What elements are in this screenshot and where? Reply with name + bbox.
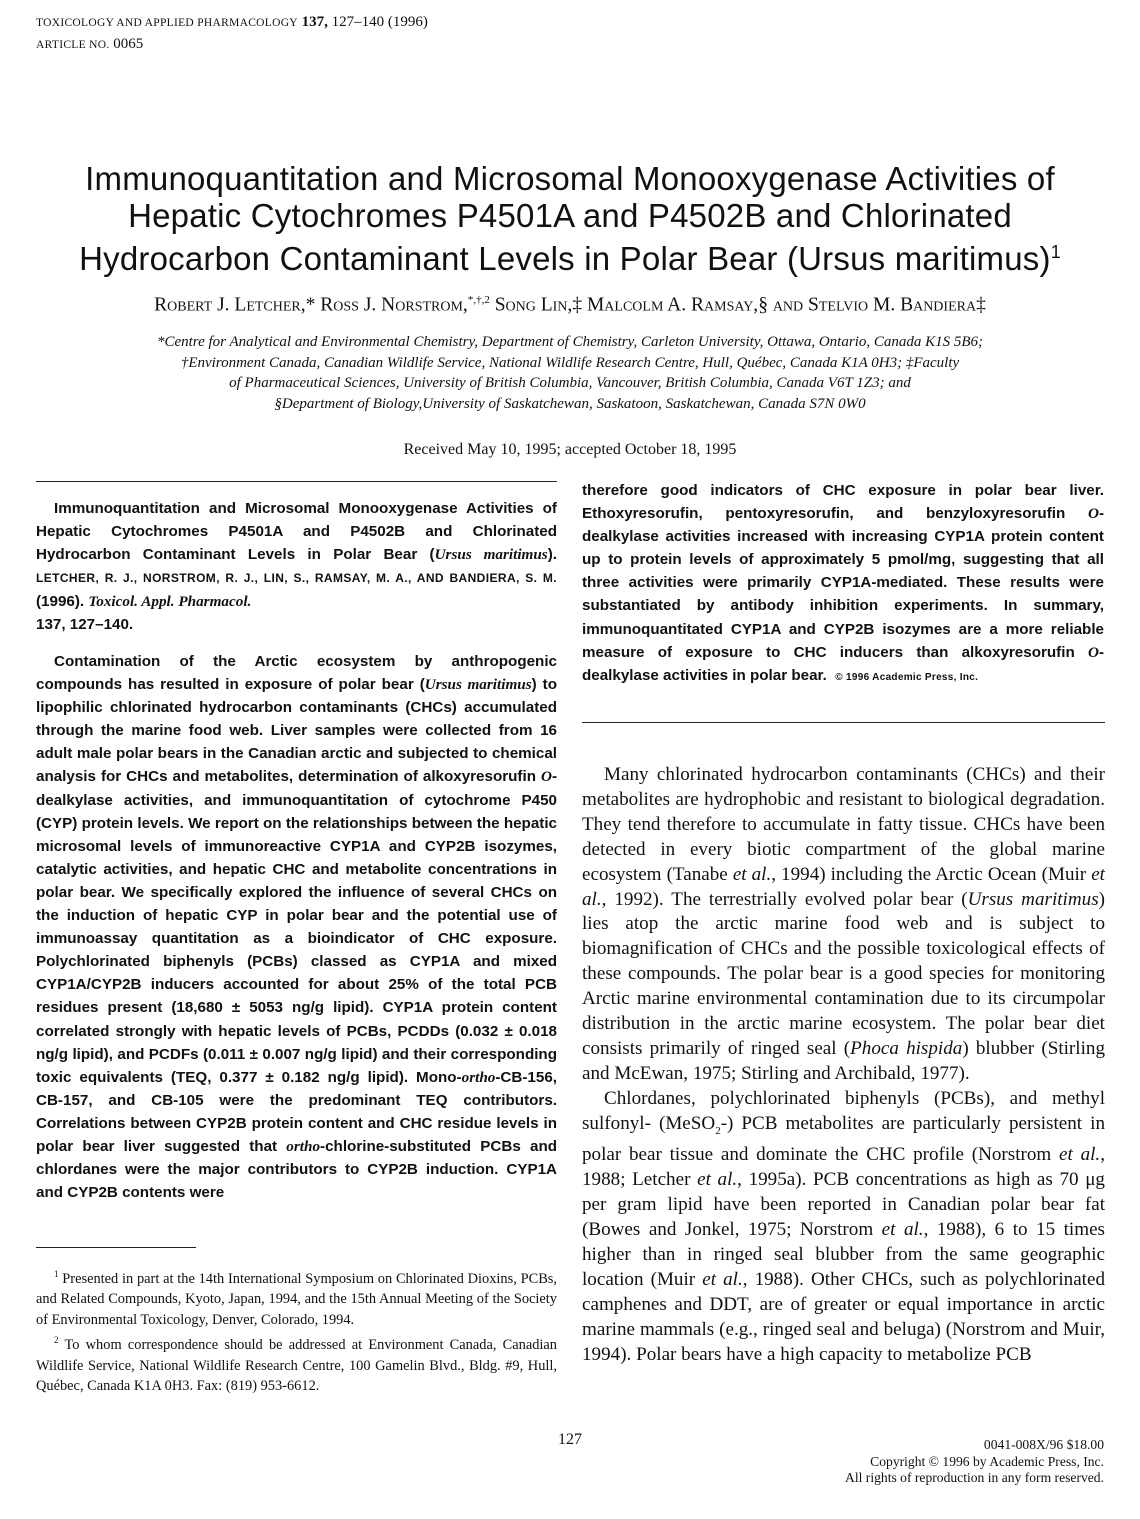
author-mark: *,†,2 xyxy=(467,294,490,306)
citation-authors: LETCHER, R. J., NORSTROM, R. J., LIN, S., RAMSAY, M. A., AND BANDIERA, S. M. xyxy=(36,571,557,586)
abstract-italic-o: O xyxy=(1087,643,1099,661)
affiliation-line: §Department of Biology,University of Saskatchewan, Saskatoon, Saskatchewan, Canada S7N 0W0 xyxy=(274,395,866,412)
author-name: Robert J. Letcher, xyxy=(154,294,306,316)
body-etal: et al. xyxy=(1059,1144,1101,1166)
footnote-text: To whom correspondence should be addressed at Environment Canada, Canadian Wildlife Service, National Wildlife Research Centre, 100 Gamelin Blvd., Bldg. #9, Hull, Québec, Canada K1A 0H3. Fax: (819) 953-6612. xyxy=(36,1337,557,1395)
affiliation-line: of Pharmaceutical Sciences, University of British Columbia, Vancouver, British Columbia, Canada V6T 1Z3; and xyxy=(229,375,911,391)
body-text-run: , 1995a). PCB concentrations as high as 70 μg per gram lipid have been reported in Canadian polar bear fat (Bowes and Jonkel, 1975; Norstrom xyxy=(582,1169,1105,1241)
body-text-run: , 1988), 6 to 15 times higher than in ringed seal blubber from the same geographic location (Muir xyxy=(582,1219,1105,1290)
abstract-text: -dealkylase activities, and immunoquantitation of cytochrome P450 (CYP) protein levels. We report on the relationships between the hepatic microsomal levels of immunoreactive CYP1A and CYP2B isozymes, catalytic activities, and hepatic CHC and metabolite concentrations in polar bear. We specifically explored the influence of several CHCs on the induction of hepatic CYP in polar bear and the potential use of immunoassay quantitation as a bioindicator of CHC exposure. Polychlorinated biphenyls (PCBs) classed as CYP1A and mixed CYP1A/CYP2B inducers accounted for about 25% of the total PCB residues present (18,680 ± 5053 ng/g lipid). CYP1A protein content correlated strongly with hepatic levels of PCBs, PCDDs (0.032 ± 0.018 ng/g lipid), and PCDFs (0.011 ± 0.007 ng/g lipid) and their corresponding toxic equivalents (TEQ, 0.377 ± 0.182 ng/g lipid). Mono- xyxy=(36,768,557,1086)
body-text xyxy=(582,763,1105,1368)
abstract-body-left xyxy=(36,650,557,1204)
body-text-run: ) blubber (Stirling and McEwan, 1975; Stirling and Archibald, 1977). xyxy=(582,1037,1105,1084)
journal-pages-year: 127–140 (1996) xyxy=(327,14,428,30)
footnote-mark: 1 xyxy=(54,1269,59,1279)
body-subscript: 2 xyxy=(715,1124,721,1137)
abstract-copyright: © 1996 Academic Press, Inc. xyxy=(835,671,979,683)
body-text-run: , 1988; Letcher xyxy=(582,1144,1105,1191)
author-name: Song Lin, xyxy=(494,294,573,316)
author-mark: ‡ xyxy=(976,294,986,316)
body-paragraph xyxy=(582,763,1105,1087)
body-paragraph xyxy=(582,1087,1105,1368)
citation-species: Ursus maritimus xyxy=(434,546,548,564)
author-name: Ross J. Norstrom, xyxy=(320,294,468,316)
abstract-bottom-rule xyxy=(582,722,1105,723)
abstract-text: therefore good indicators of CHC exposure in polar bear liver. Ethoxyresorufin, pentoxyresorufin, and benzyloxyresorufin xyxy=(582,482,1104,523)
body-text-run: Many chlorinated hydrocarbon contaminants (CHCs) and their metabolites are hydrophobic and resistant to biological degradation. They tend therefore to accumulate in fatty tissue. CHCs have been detected in every biotic compartment of the global marine ecosystem (Tanabe xyxy=(582,764,1105,885)
body-text-run: , 1992). The terrestrially evolved polar bear ( xyxy=(601,888,968,910)
copyright-block xyxy=(845,1437,1104,1487)
citation-volume-pages: 137, 127–140. xyxy=(36,616,134,634)
citation-close: ). xyxy=(547,546,558,564)
article-label: ARTICLE NO. xyxy=(36,39,110,51)
footnote-text: Presented in part at the 14th International Symposium on Chlorinated Dioxins, PCBs, and Related Compounds, Kyoto, Japan, 1994, and the 15th Annual Meeting of the Society of Environmental Toxicology, Denver, Colorado, 1994. xyxy=(36,1270,557,1328)
paper-title xyxy=(40,160,1100,277)
citation-title: Immunoquantitation and Microsomal Monooxygenase Activities of Hepatic Cytochromes P4501A and P4502B and Chlorinated Hydrocarbon Contaminant Levels in Polar Bear ( xyxy=(36,500,557,564)
abstract-body-right xyxy=(582,479,1104,689)
abstract-text: -chlorine-substituted PCBs and chlordanes were the major contributors to CYP2B induction. CYP1A and CYP2B contents were xyxy=(36,1137,558,1202)
body-etal: et al. xyxy=(732,863,772,885)
abstract-text: -dealkylase activities increased with increasing CYP1A protein content up to protein levels of approximately 5 pmol/mg, suggesting that all three activities were primarily CYP1A-mediated. These results were substantiated by antibody inhibition experiments. In summary, immunoquantitated CYP1A and CYP2B isozymes are a more reliable measure of exposure to CHC inducers than alkoxyresorufin xyxy=(582,505,1104,661)
body-text-run: , 1988). Other CHCs, such as polychlorinated camphenes and DDT, are of greater or equal importance in arctic marine mammals (e.g., ringed seal and beluga) (Norstrom and Muir, 1994). Polar bears have a high capacity to metabolize PCB xyxy=(582,1268,1106,1365)
abstract-species: Ursus maritimus xyxy=(424,676,532,694)
body-species: Phoca hispida xyxy=(850,1037,963,1059)
page-number: 127 xyxy=(558,1431,582,1448)
footnote xyxy=(36,1264,557,1330)
citation-year: (1996). xyxy=(36,593,89,611)
abstract-italic-ortho: ortho xyxy=(461,1068,496,1086)
body-species: Ursus maritimus xyxy=(967,888,1099,910)
paper-title-text: Immunoquantitation and Microsomal Monooxygenase Activities of Hepatic Cytochromes P4501A and P4502B and Chlorinated Hydrocarbon Contaminant Levels in Polar Bear (Ursus maritimus) xyxy=(79,160,1055,277)
title-footnote-mark: 1 xyxy=(1050,242,1061,262)
article-number: 0065 xyxy=(109,36,144,52)
abstract-text: ) to lipophilic chlorinated hydrocarbon contaminants (CHCs) accumulated through the marine food web. Liver samples were collected from 16 adult male polar bears in the Canadian arctic and subjected to chemical analysis for CHCs and metabolites, determination of alkoxyresorufin xyxy=(36,676,557,786)
issn-price: 0041-008X/96 $18.00 xyxy=(983,1437,1104,1452)
footnote-rule xyxy=(36,1247,196,1248)
author-list xyxy=(36,294,1104,317)
journal-citation-line xyxy=(36,12,428,34)
author-mark: § xyxy=(758,294,768,316)
abstract-text: -CB-156, CB-157, and CB-105 were the predominant TEQ contributors. Correlations between CYP2B protein content and CHC residue levels in polar bear liver suggested that xyxy=(36,1068,557,1155)
body-text-run: ) lies atop the arctic marine food web and is subject to biomagnification of CHCs and the possible toxicological effects of these compounds. The polar bear is a good species for monitoring Arctic marine environmental contamination due to its circumpolar distribution in the arctic marine ecosystem. The polar bear diet consists primarily of ringed seal ( xyxy=(582,888,1105,1059)
rights-line: All rights of reproduction in any form reserved. xyxy=(845,1470,1104,1485)
footnote-mark: 2 xyxy=(54,1335,59,1346)
abstract-text: -dealkylase activities in polar bear. xyxy=(582,643,1104,684)
affiliations xyxy=(36,332,1104,414)
body-text-run: Chlordanes, polychlorinated biphenyls (PCBs), and methyl sulfonyl- (MeSO xyxy=(582,1087,1105,1134)
abstract-italic-o: O xyxy=(540,768,552,786)
footnote xyxy=(36,1330,557,1396)
author-mark: ‡ xyxy=(572,294,583,316)
journal-name: TOXICOLOGY AND APPLIED PHARMACOLOGY xyxy=(36,17,298,29)
abstract-text: Contamination of the Arctic ecosystem by anthropogenic compounds has resulted in exposure of polar bear ( xyxy=(36,653,557,694)
article-number-line xyxy=(36,34,428,56)
running-head xyxy=(36,12,428,56)
footnotes xyxy=(36,1264,557,1397)
journal-volume: 137, xyxy=(301,14,328,30)
affiliation-line: †Environment Canada, Canadian Wildlife Service, National Wildlife Research Centre, Hull, Québec, Canada K1A 0H3; ‡Faculty xyxy=(180,354,960,371)
copyright-line: Copyright © 1996 by Academic Press, Inc. xyxy=(870,1453,1104,1469)
body-text-run: -) PCB metabolites are particularly persistent in polar bear tissue and dominate the CHC profile (Norstrom xyxy=(582,1112,1105,1166)
body-etal: et al. xyxy=(881,1219,924,1241)
received-dates: Received May 10, 1995; accepted October 18, 1995 xyxy=(403,441,737,458)
abstract-italic-o: O xyxy=(1087,505,1099,523)
author-name: and Stelvio M. Bandiera xyxy=(772,294,977,316)
author-mark: * xyxy=(305,294,316,316)
abstract-citation xyxy=(36,497,557,637)
body-etal: et al. xyxy=(702,1268,743,1290)
body-etal: et al. xyxy=(582,863,1105,910)
body-etal: et al. xyxy=(697,1169,738,1191)
author-name: Malcolm A. Ramsay, xyxy=(586,294,759,316)
body-text-run: , 1994) including the Arctic Ocean (Muir xyxy=(771,863,1092,885)
abstract-italic-ortho: ortho xyxy=(286,1137,321,1155)
citation-journal: Toxicol. Appl. Pharmacol. xyxy=(88,593,252,611)
affiliation-line: *Centre for Analytical and Environmental Chemistry, Department of Chemistry, Carleton University, Ottawa, Ontario, Canada K1S 5B6; xyxy=(156,334,984,350)
abstract-top-rule xyxy=(36,481,557,482)
